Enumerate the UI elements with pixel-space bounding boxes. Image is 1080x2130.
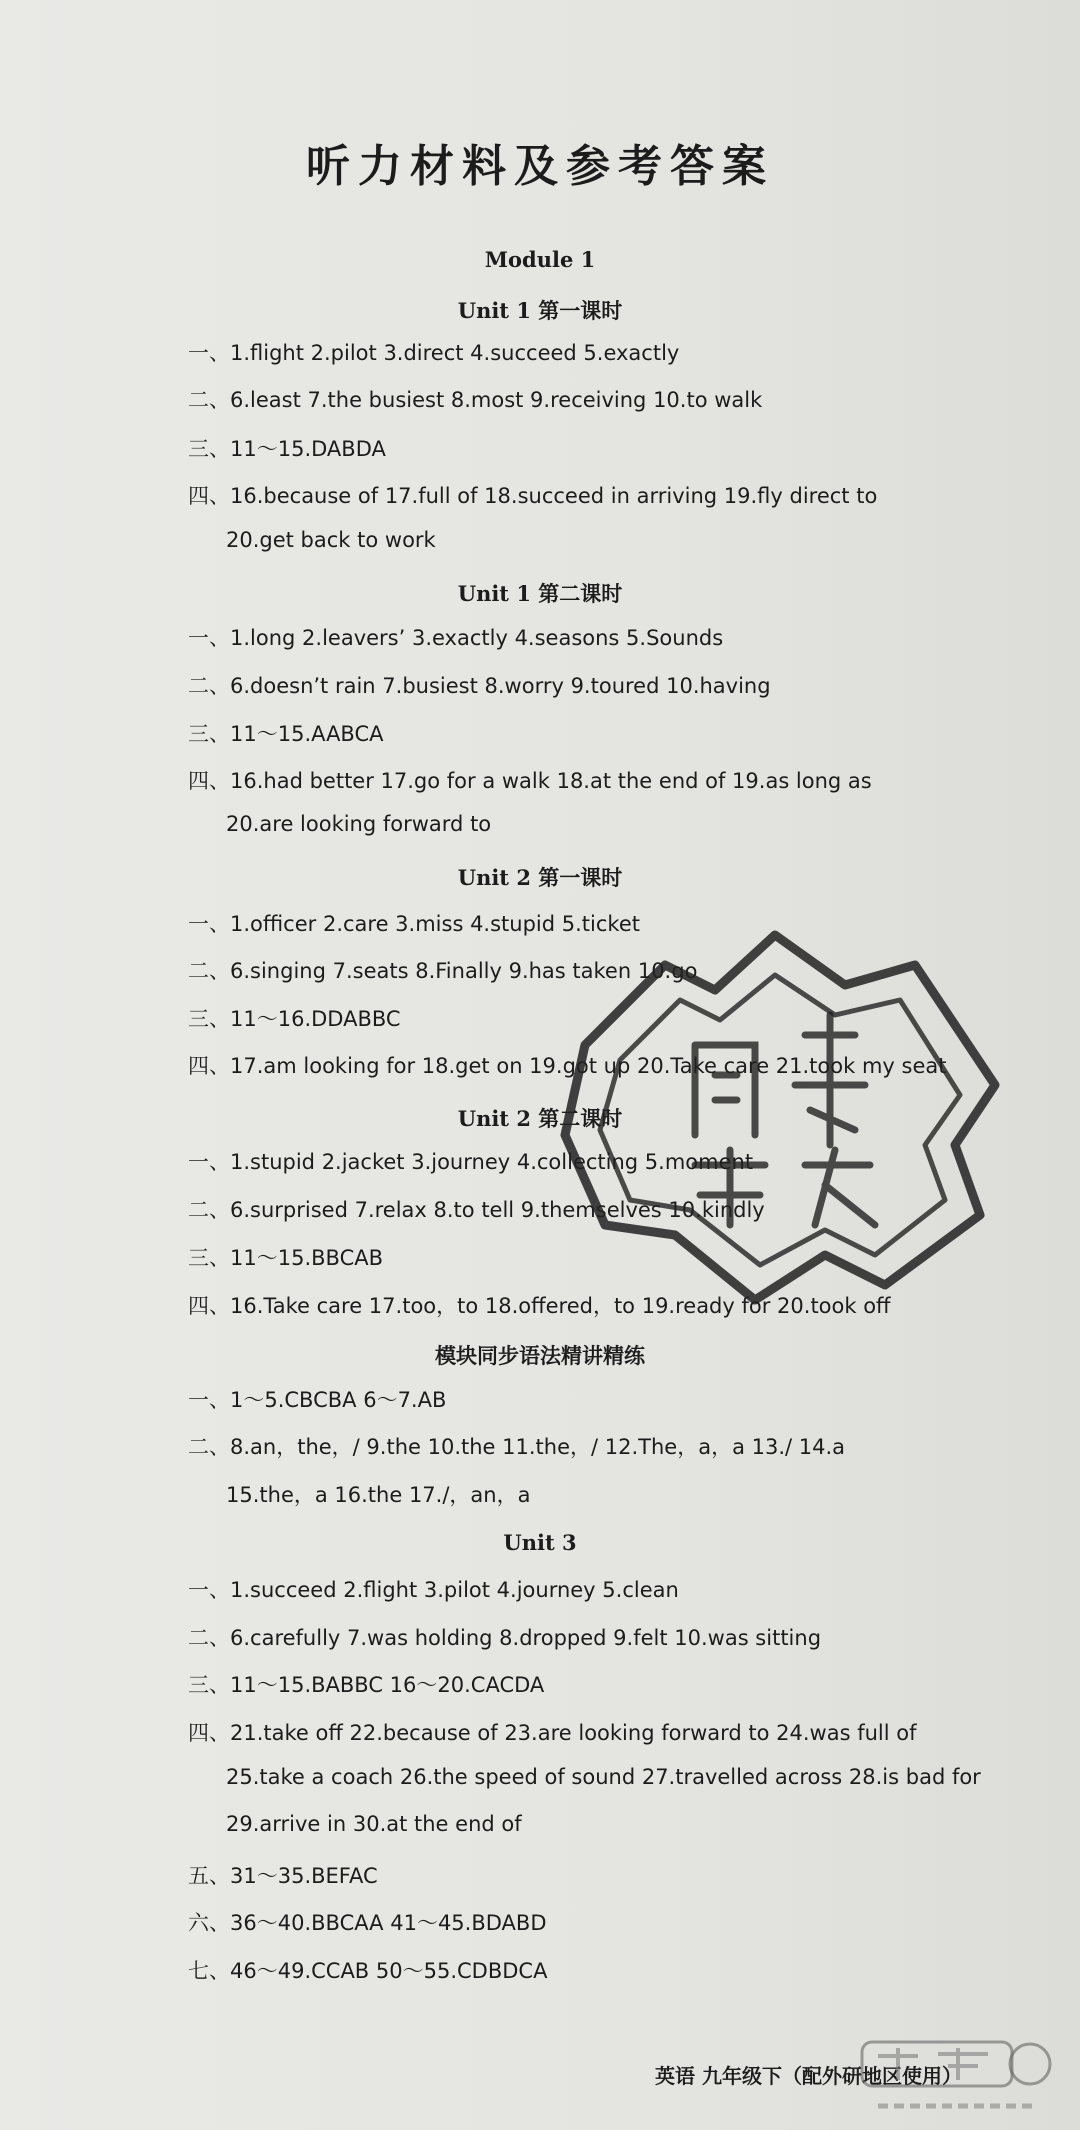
answer-line: 三、11～15.BBCAB — [188, 1246, 383, 1270]
section-heading: 模块同步语法精讲精练 — [435, 1343, 645, 1368]
answer-line: 一、1.stupid 2.jacket 3.journey 4.collecting 5.moment — [188, 1150, 754, 1174]
answer-line: 三、11～15.DABDA — [188, 437, 386, 461]
answer-line: 二、6.doesn’t rain 7.busiest 8.worry 9.toured 10.having — [188, 674, 771, 698]
section-heading: Unit 2 第二课时 — [457, 1106, 623, 1131]
answer-line: 一、1～5.CBCBA 6～7.AB — [188, 1388, 447, 1412]
answer-line: 二、8.an，the，/ 9.the 10.the 11.the，/ 12.The，a，a 13./ 14.a — [188, 1435, 846, 1459]
watermark-logo-icon — [858, 2036, 1058, 2116]
section-heading: Module 1 — [484, 247, 596, 272]
answer-line: 四、21.take off 22.because of 23.are looking forward to 24.was full of — [188, 1721, 917, 1745]
section-heading: Unit 3 — [503, 1530, 577, 1555]
answer-line: 四、16.had better 17.go for a walk 18.at the end of 19.as long as — [188, 769, 872, 793]
answer-line: 一、1.officer 2.care 3.miss 4.stupid 5.ticket — [188, 912, 640, 936]
answer-line: 六、36～40.BBCAA 41～45.BDABD — [188, 1911, 547, 1935]
answer-line: 三、11～16.DDABBC — [188, 1007, 401, 1031]
answer-line: 二、6.surprised 7.relax 8.to tell 9.themselves 10.kindly — [188, 1198, 765, 1222]
answer-line: 七、46～49.CCAB 50～55.CDBDCA — [188, 1959, 548, 1983]
section-heading: Unit 1 第二课时 — [457, 581, 623, 606]
answer-line: 四、17.am looking for 18.get on 19.got up 20.Take care 21.took my seat — [188, 1054, 947, 1078]
answer-line: 二、6.least 7.the busiest 8.most 9.receiving 10.to walk — [188, 388, 763, 412]
answer-line: 二、6.carefully 7.was holding 8.dropped 9.felt 10.was sitting — [188, 1626, 822, 1650]
answer-line: 二、6.singing 7.seats 8.Finally 9.has taken 10.go — [188, 959, 698, 983]
answer-line: 四、16.Take care 17.too，to 18.offered，to 19.ready for 20.took off — [188, 1294, 891, 1318]
answer-line: 三、11～15.AABCA — [188, 722, 384, 746]
answer-line: 五、31～35.BEFAC — [188, 1864, 378, 1888]
answer-line: 一、1.succeed 2.flight 3.pilot 4.journey 5.clean — [188, 1578, 679, 1602]
answer-line: 25.take a coach 26.the speed of sound 27.travelled across 28.is bad for — [226, 1765, 981, 1789]
section-heading: Unit 1 第一课时 — [457, 298, 623, 323]
answer-line: 四、16.because of 17.full of 18.succeed in arriving 19.fly direct to — [188, 484, 878, 508]
answer-line: 三、11～15.BABBC 16～20.CACDA — [188, 1673, 545, 1697]
answer-line: 一、1.long 2.leavers’ 3.exactly 4.seasons 5.Sounds — [188, 626, 724, 650]
answer-line: 20.are looking forward to — [226, 812, 492, 836]
section-heading: Unit 2 第一课时 — [457, 865, 623, 890]
answer-line: 一、1.flight 2.pilot 3.direct 4.succeed 5.exactly — [188, 341, 680, 365]
answer-line: 20.get back to work — [226, 528, 436, 552]
answer-line: 15.the，a 16.the 17./，an，a — [226, 1483, 531, 1507]
page-footer: 英语 九年级下（配外研地区使用） — [655, 2064, 962, 2088]
page-title: 听力材料及参考答案 — [306, 141, 774, 192]
answer-line: 29.arrive in 30.at the end of — [226, 1812, 522, 1836]
